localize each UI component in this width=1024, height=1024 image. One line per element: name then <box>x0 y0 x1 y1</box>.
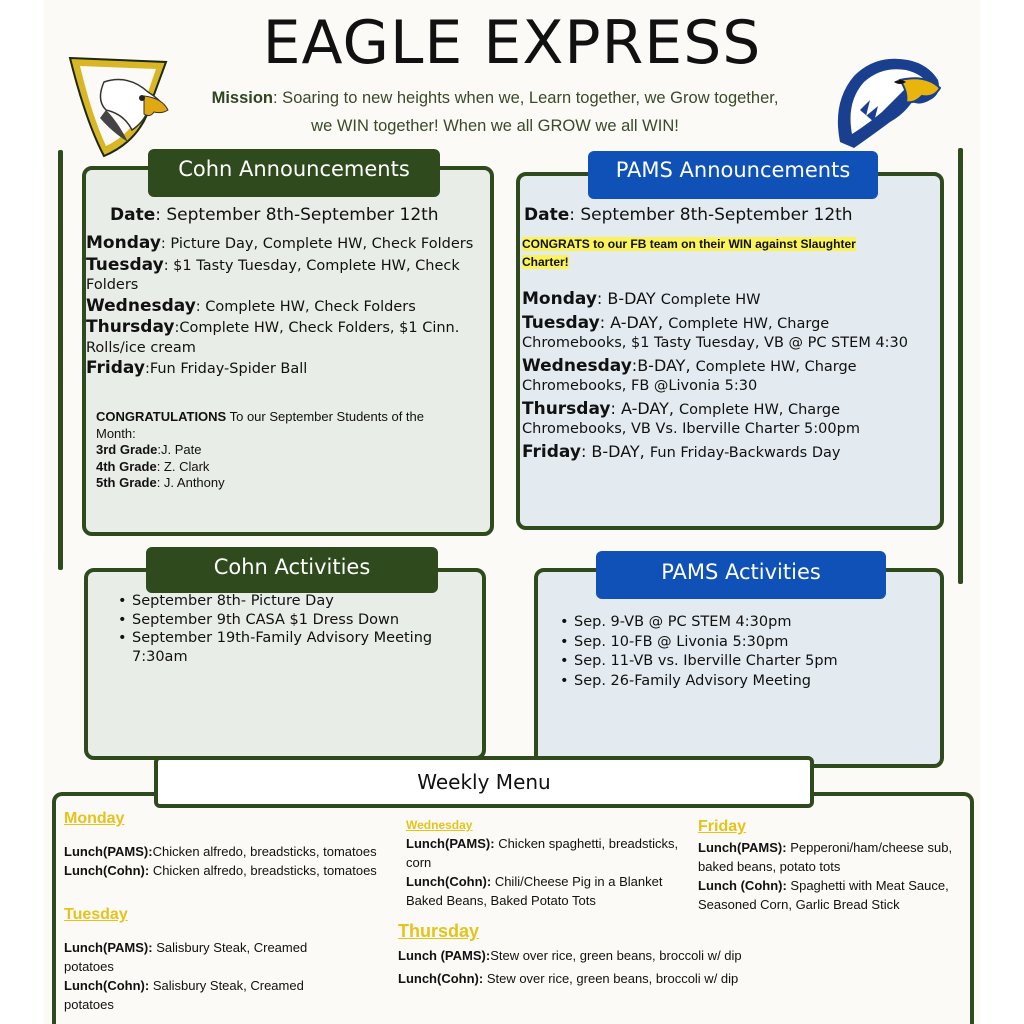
menu-day-thursday: Thursday <box>398 921 480 941</box>
student-3rd: 3rd Grade:J. Pate <box>96 442 202 457</box>
list-item: • Sep. 10-FB @ Livonia 5:30pm <box>560 633 930 653</box>
cohn-day-friday: Friday:Fun Friday-Spider Ball <box>86 358 308 378</box>
pams-day-wednesday: Wednesday:B-DAY, Complete HW, Charge Chromebooks, FB @Livonia 5:30 <box>522 355 857 394</box>
pams-date <box>524 205 853 225</box>
pams-activities-list <box>560 613 930 691</box>
student-4th: 4th Grade: Z. Clark <box>96 458 210 474</box>
list-item: • September 19th-Family Advisory Meeting 7:30am <box>118 629 438 666</box>
menu-wednesday <box>406 818 696 910</box>
menu-friday <box>698 818 964 914</box>
pams-activities-title: PAMS Activities <box>596 551 886 599</box>
cohn-day-monday: Monday: Picture Day, Complete HW, Check Folders <box>86 233 474 253</box>
list-item: • Sep. 11-VB vs. Iberville Charter 5pm <box>560 652 930 672</box>
menu-tuesday <box>64 906 334 1014</box>
menu-day-tuesday: Tuesday <box>64 906 128 923</box>
eagle-shield-logo <box>66 52 174 160</box>
menu-day-friday: Friday <box>698 818 747 835</box>
left-vertical-rule <box>58 150 63 570</box>
pams-day-friday: Friday: B-DAY, Fun Friday-Backwards Day <box>522 441 841 462</box>
cohn-day-tuesday: Tuesday: $1 Tasty Tuesday, Complete HW, Check Folders <box>86 254 460 293</box>
mission-statement <box>200 84 790 140</box>
list-item: • September 8th- Picture Day <box>118 592 438 611</box>
pams-highlight <box>522 235 902 271</box>
cohn-activities-list <box>118 592 438 666</box>
cohn-day-thursday: Thursday:Complete HW, Check Folders, $1 Cinn. Rolls/ice cream <box>86 317 460 356</box>
menu-tuesday-cohn: Lunch(Cohn): Salisbury Steak, Creamed potatoes <box>64 978 304 1012</box>
pams-date-label: Date <box>524 205 570 225</box>
list-item: • Sep. 26-Family Advisory Meeting <box>560 672 930 692</box>
students-of-month <box>96 409 466 492</box>
menu-thursday-pams: Lunch (PAMS):Stew over rice, green beans, broccoli w/ dip <box>398 948 742 963</box>
pams-day-monday: Monday: B-DAY Complete HW <box>522 289 761 309</box>
cohn-weekly-schedule <box>86 234 482 380</box>
menu-wednesday-pams: Lunch(PAMS): Chicken spaghetti, breadsticks, corn <box>406 836 679 870</box>
list-item: • Sep. 9-VB @ PC STEM 4:30pm <box>560 613 930 633</box>
pams-announcements-title: PAMS Announcements <box>588 151 878 199</box>
list-item: • September 9th CASA $1 Dress Down <box>118 611 438 630</box>
student-5th: 5th Grade: J. Anthony <box>96 475 225 490</box>
pams-day-tuesday: Tuesday: A-DAY, Complete HW, Charge Chromebooks, $1 Tasty Tuesday, VB @ PC STEM 4:30 <box>522 312 908 351</box>
menu-monday <box>64 810 404 880</box>
menu-monday-pams: Lunch(PAMS):Chicken alfredo, breadsticks, tomatoes <box>64 844 377 859</box>
menu-monday-cohn: Lunch(Cohn): Chicken alfredo, breadsticks, tomatoes <box>64 863 377 878</box>
mission-label: Mission <box>211 89 274 107</box>
eagle-head-logo <box>830 50 946 152</box>
cohn-day-wednesday: Wednesday: Complete HW, Check Folders <box>86 295 416 316</box>
page-title: EAGLE EXPRESS <box>262 8 762 78</box>
pams-date-value: : September 8th-September 12th <box>569 205 853 225</box>
cohn-date-label: Date <box>110 205 156 225</box>
cohn-date <box>110 205 439 225</box>
menu-friday-cohn: Lunch (Cohn): Spaghetti with Meat Sauce, Seasoned Corn, Garlic Bread Stick <box>698 878 949 912</box>
menu-day-monday: Monday <box>64 810 125 827</box>
pams-day-thursday: Thursday: A-DAY, Complete HW, Charge Chromebooks, VB Vs. Iberville Charter 5:00pm <box>522 398 860 437</box>
menu-friday-pams: Lunch(PAMS): Pepperoni/ham/cheese sub, baked beans, potato tots <box>698 840 953 874</box>
pams-weekly-schedule <box>522 289 936 463</box>
mission-text: : Soaring to new heights when we, Learn together, we Grow together, we WIN together! When we all GROW we all WIN! <box>273 89 779 135</box>
right-vertical-rule <box>958 148 963 584</box>
menu-tuesday-pams: Lunch(PAMS): Salisbury Steak, Creamed potatoes <box>64 940 308 974</box>
menu-wednesday-cohn: Lunch(Cohn): Chili/Cheese Pig in a Blanket Baked Beans, Baked Potato Tots <box>406 874 663 908</box>
cohn-activities-title: Cohn Activities <box>146 547 438 593</box>
menu-thursday <box>398 921 778 988</box>
cohn-announcements-title: Cohn Announcements <box>148 149 440 197</box>
menu-day-wednesday: Wednesday <box>406 818 473 832</box>
cohn-date-value: : September 8th-September 12th <box>155 205 439 225</box>
weekly-menu-title: Weekly Menu <box>154 756 814 808</box>
menu-thursday-cohn: Lunch(Cohn): Stew over rice, green beans, broccoli w/ dip <box>398 971 739 986</box>
congrats-heading: CONGRATULATIONS To our September Students of the Month: <box>96 409 425 441</box>
fb-win-highlight: CONGRATS to our FB team on their WIN against Slaughter Charter! <box>522 237 856 269</box>
